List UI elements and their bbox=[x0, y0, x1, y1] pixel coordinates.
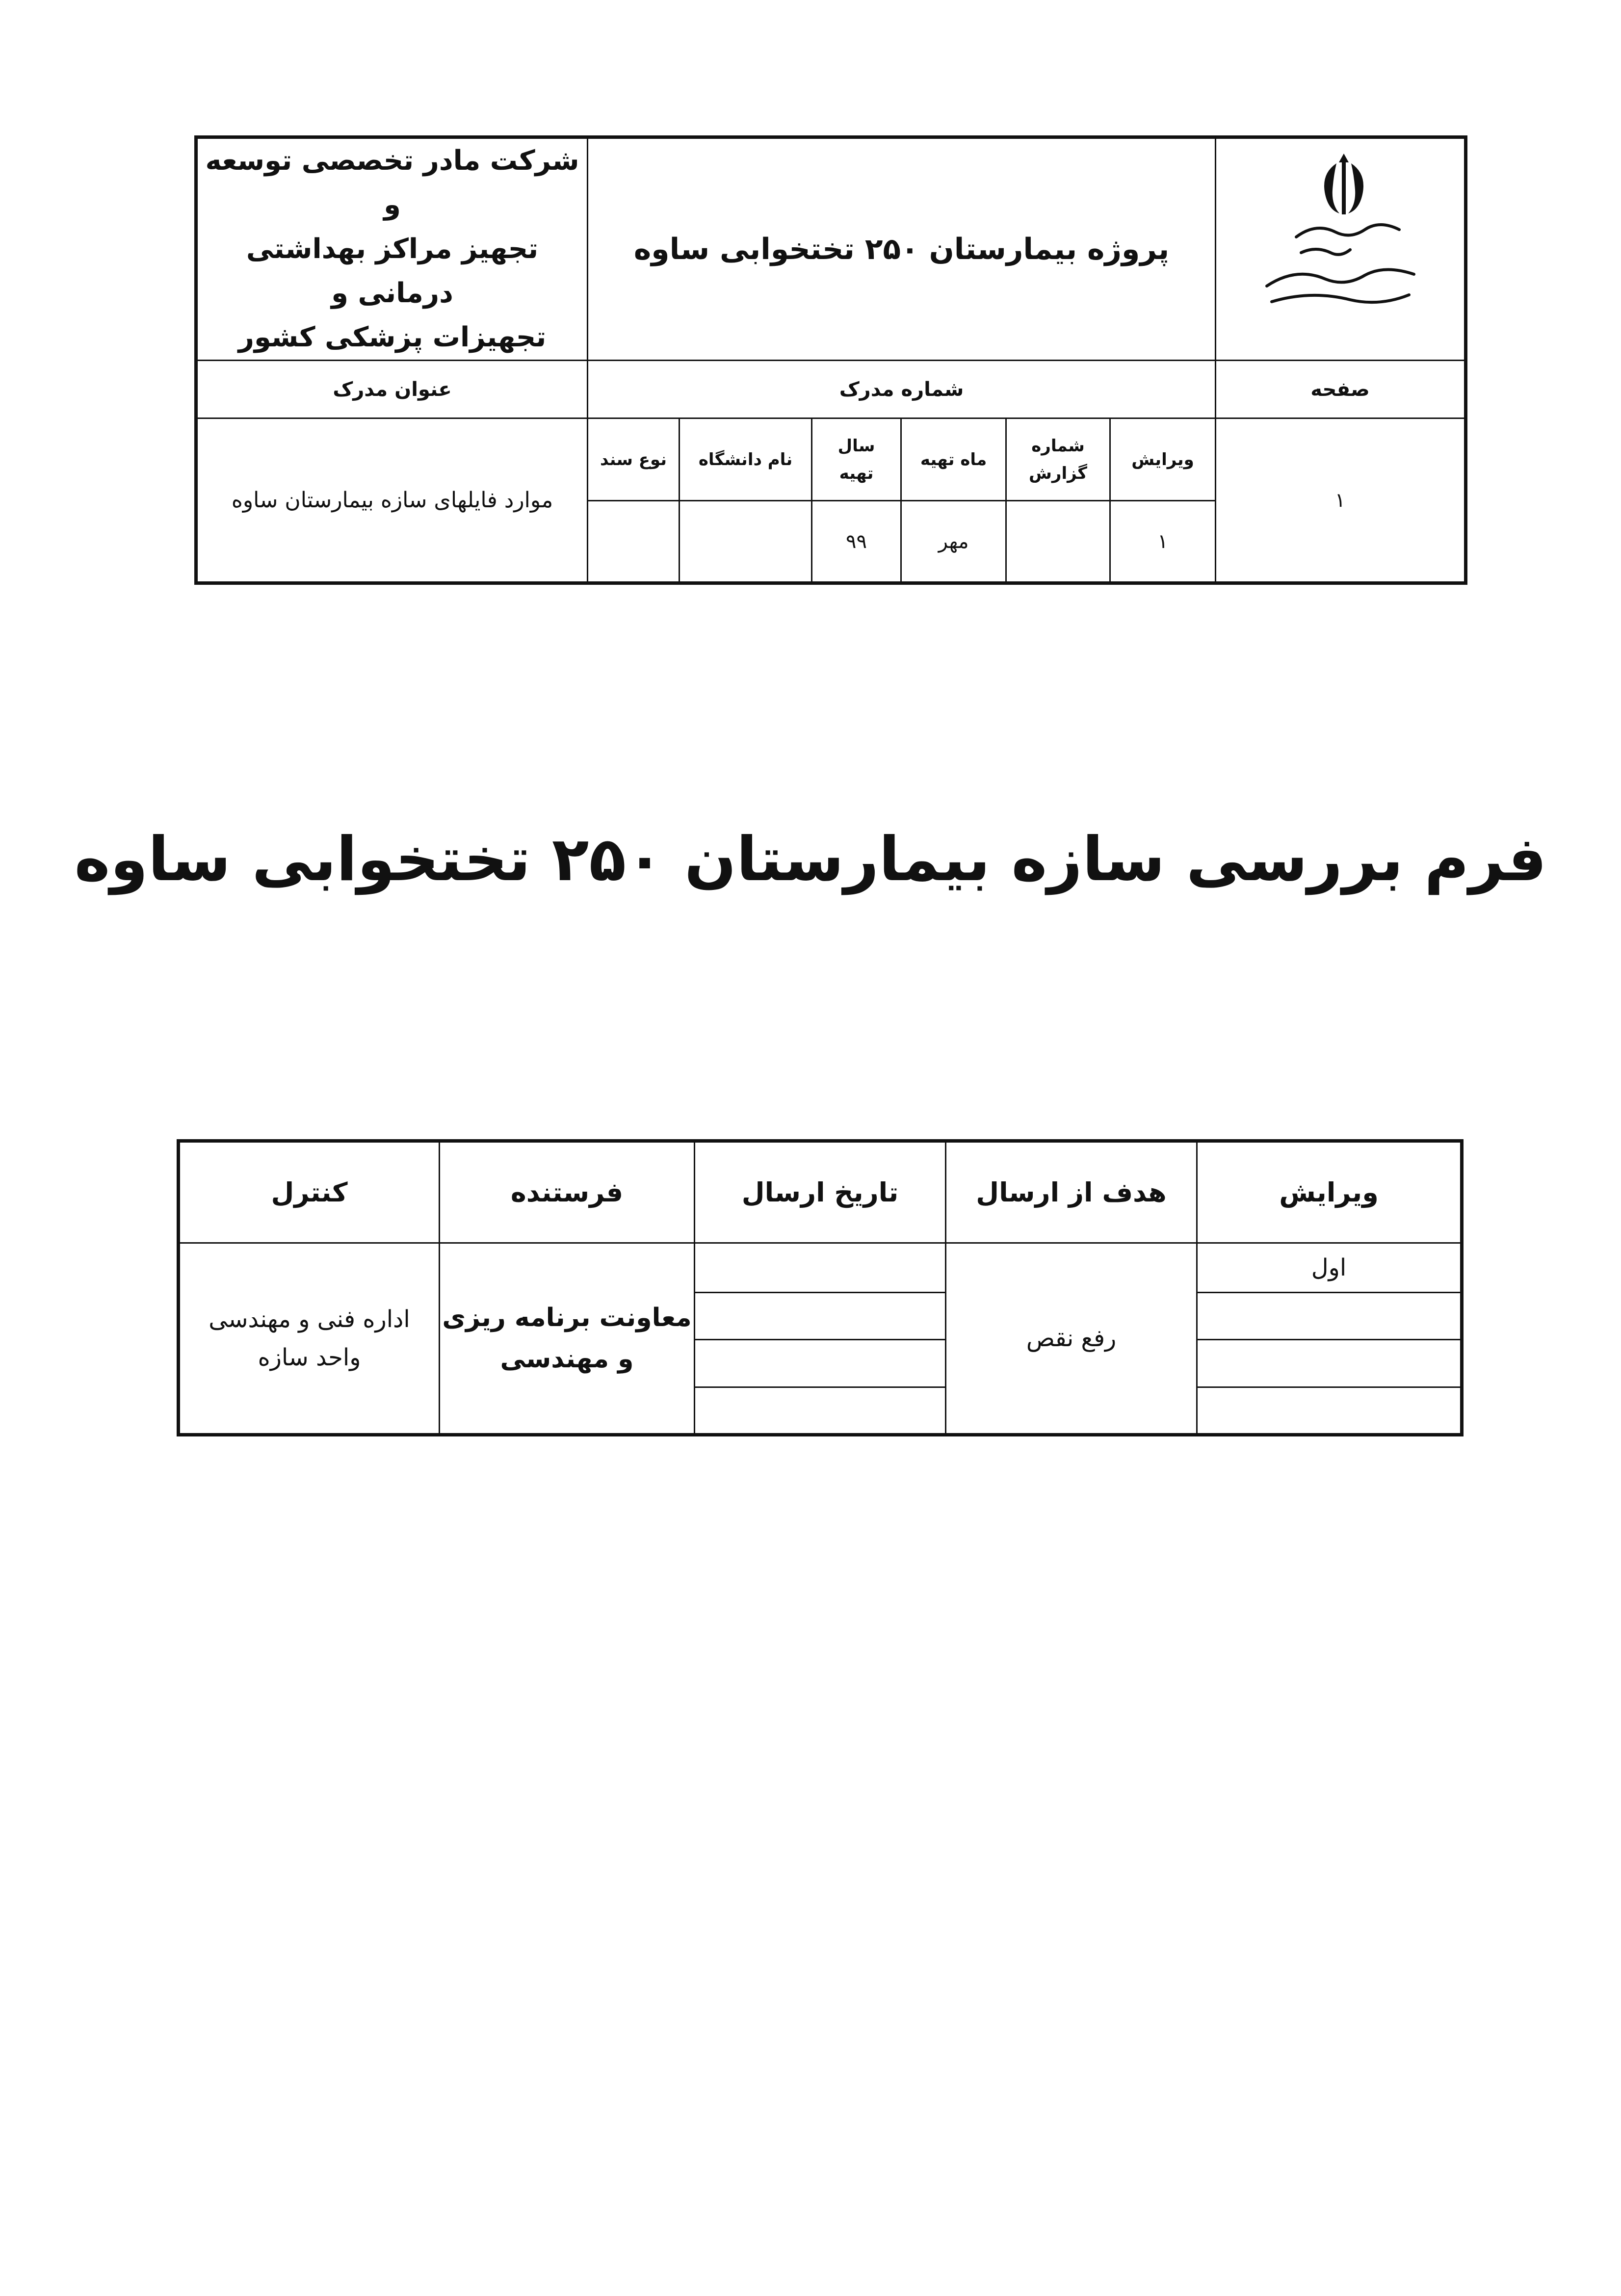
doc-number-label-cell bbox=[588, 361, 1216, 418]
revision-header-cell bbox=[1197, 1141, 1462, 1243]
sender-line-1: معاونت برنامه ریزی bbox=[442, 1303, 692, 1332]
sender-line-2: و مهندسی bbox=[500, 1344, 634, 1374]
control-line-2: واحد سازه bbox=[258, 1343, 361, 1371]
project-title-cell bbox=[588, 137, 1216, 361]
send-date-row-4 bbox=[695, 1387, 946, 1435]
doc-number-label: شماره مدرک bbox=[839, 378, 964, 401]
purpose-value: رفع نقص bbox=[1026, 1324, 1117, 1352]
month-value: مهر bbox=[938, 530, 969, 553]
sender-header-cell bbox=[440, 1141, 695, 1243]
revision-row-3 bbox=[1197, 1340, 1462, 1387]
company-line-3: تجهیزات پزشکی کشور bbox=[238, 321, 547, 353]
report-number-subheader-cell bbox=[1006, 418, 1110, 501]
page-value-cell bbox=[1216, 418, 1466, 583]
university-subheader-cell bbox=[680, 418, 812, 501]
control-header: کنترل bbox=[271, 1176, 348, 1208]
year-subheader-cell bbox=[812, 418, 901, 501]
send-date-row-3 bbox=[695, 1340, 946, 1387]
doc-type-subheader: نوع سند bbox=[600, 449, 667, 470]
month-subheader-cell bbox=[901, 418, 1006, 501]
doc-type-subheader-cell bbox=[588, 418, 680, 501]
logo-cell bbox=[1216, 137, 1466, 361]
control-value-cell bbox=[179, 1243, 440, 1435]
control-header-cell bbox=[179, 1141, 440, 1243]
revision-row-4 bbox=[1197, 1387, 1462, 1435]
report-number-subheader-line-2: گزارش bbox=[1028, 463, 1088, 483]
report-number-value-cell bbox=[1006, 501, 1110, 583]
university-value-cell bbox=[680, 501, 812, 583]
send-date-row-2 bbox=[695, 1292, 946, 1340]
page-label-cell bbox=[1216, 361, 1466, 418]
university-subheader: نام دانشگاه bbox=[698, 449, 793, 470]
page-label: صفحه bbox=[1310, 378, 1370, 401]
revision-header: ویرایش bbox=[1279, 1176, 1379, 1208]
doc-title-value-cell bbox=[196, 418, 588, 583]
revision-first-value: اول bbox=[1311, 1253, 1347, 1281]
revision-row-2 bbox=[1197, 1292, 1462, 1340]
document-header-table bbox=[194, 135, 1467, 585]
sender-value-cell bbox=[440, 1243, 695, 1435]
ministry-logo bbox=[1216, 139, 1464, 360]
send-date-header: تاریخ ارسال bbox=[741, 1176, 899, 1208]
iran-emblem-icon bbox=[1223, 139, 1458, 330]
revision-value-cell bbox=[1110, 501, 1216, 583]
send-date-header-cell bbox=[695, 1141, 946, 1243]
company-cell bbox=[196, 137, 588, 361]
revision-table bbox=[177, 1139, 1464, 1436]
control-line-1: اداره فنی و مهندسی bbox=[209, 1305, 410, 1333]
revision-row-1 bbox=[1197, 1243, 1462, 1292]
revision-value: ۱ bbox=[1157, 530, 1168, 553]
project-title: پروژه بیمارستان ۲۵۰ تختخوابی ساوه bbox=[633, 232, 1170, 266]
year-subheader-line-1: سال bbox=[837, 436, 875, 456]
revision-subheader-cell bbox=[1110, 418, 1216, 501]
send-date-row-1 bbox=[695, 1243, 946, 1292]
company-line-2: تجهیز مراکز بهداشتی درمانی و bbox=[246, 233, 539, 309]
doc-title-label-cell bbox=[196, 361, 588, 418]
purpose-header: هدف از ارسال bbox=[976, 1176, 1167, 1208]
revision-subheader: ویرایش bbox=[1131, 449, 1194, 470]
report-number-subheader-line-1: شماره bbox=[1031, 436, 1085, 456]
month-subheader: ماه تهیه bbox=[920, 449, 987, 470]
company-line-1: شرکت مادر تخصصی توسعه و bbox=[205, 145, 579, 221]
main-title: فرم بررسی سازه بیمارستان ۲۵۰ تختخوابی ساوه bbox=[74, 824, 1547, 895]
sender-header: فرستنده bbox=[510, 1176, 624, 1208]
doc-title-value: موارد فایلهای سازه بیمارستان ساوه bbox=[231, 488, 553, 513]
purpose-value-cell bbox=[946, 1243, 1197, 1435]
month-value-cell bbox=[901, 501, 1006, 583]
doc-type-value-cell bbox=[588, 501, 680, 583]
doc-title-label: عنوان مدرک bbox=[333, 378, 452, 401]
year-value: ۹۹ bbox=[846, 530, 867, 553]
year-subheader-line-2: تهیه bbox=[839, 463, 874, 483]
page-value: ۱ bbox=[1334, 489, 1346, 512]
purpose-header-cell bbox=[946, 1141, 1197, 1243]
year-value-cell bbox=[812, 501, 901, 583]
